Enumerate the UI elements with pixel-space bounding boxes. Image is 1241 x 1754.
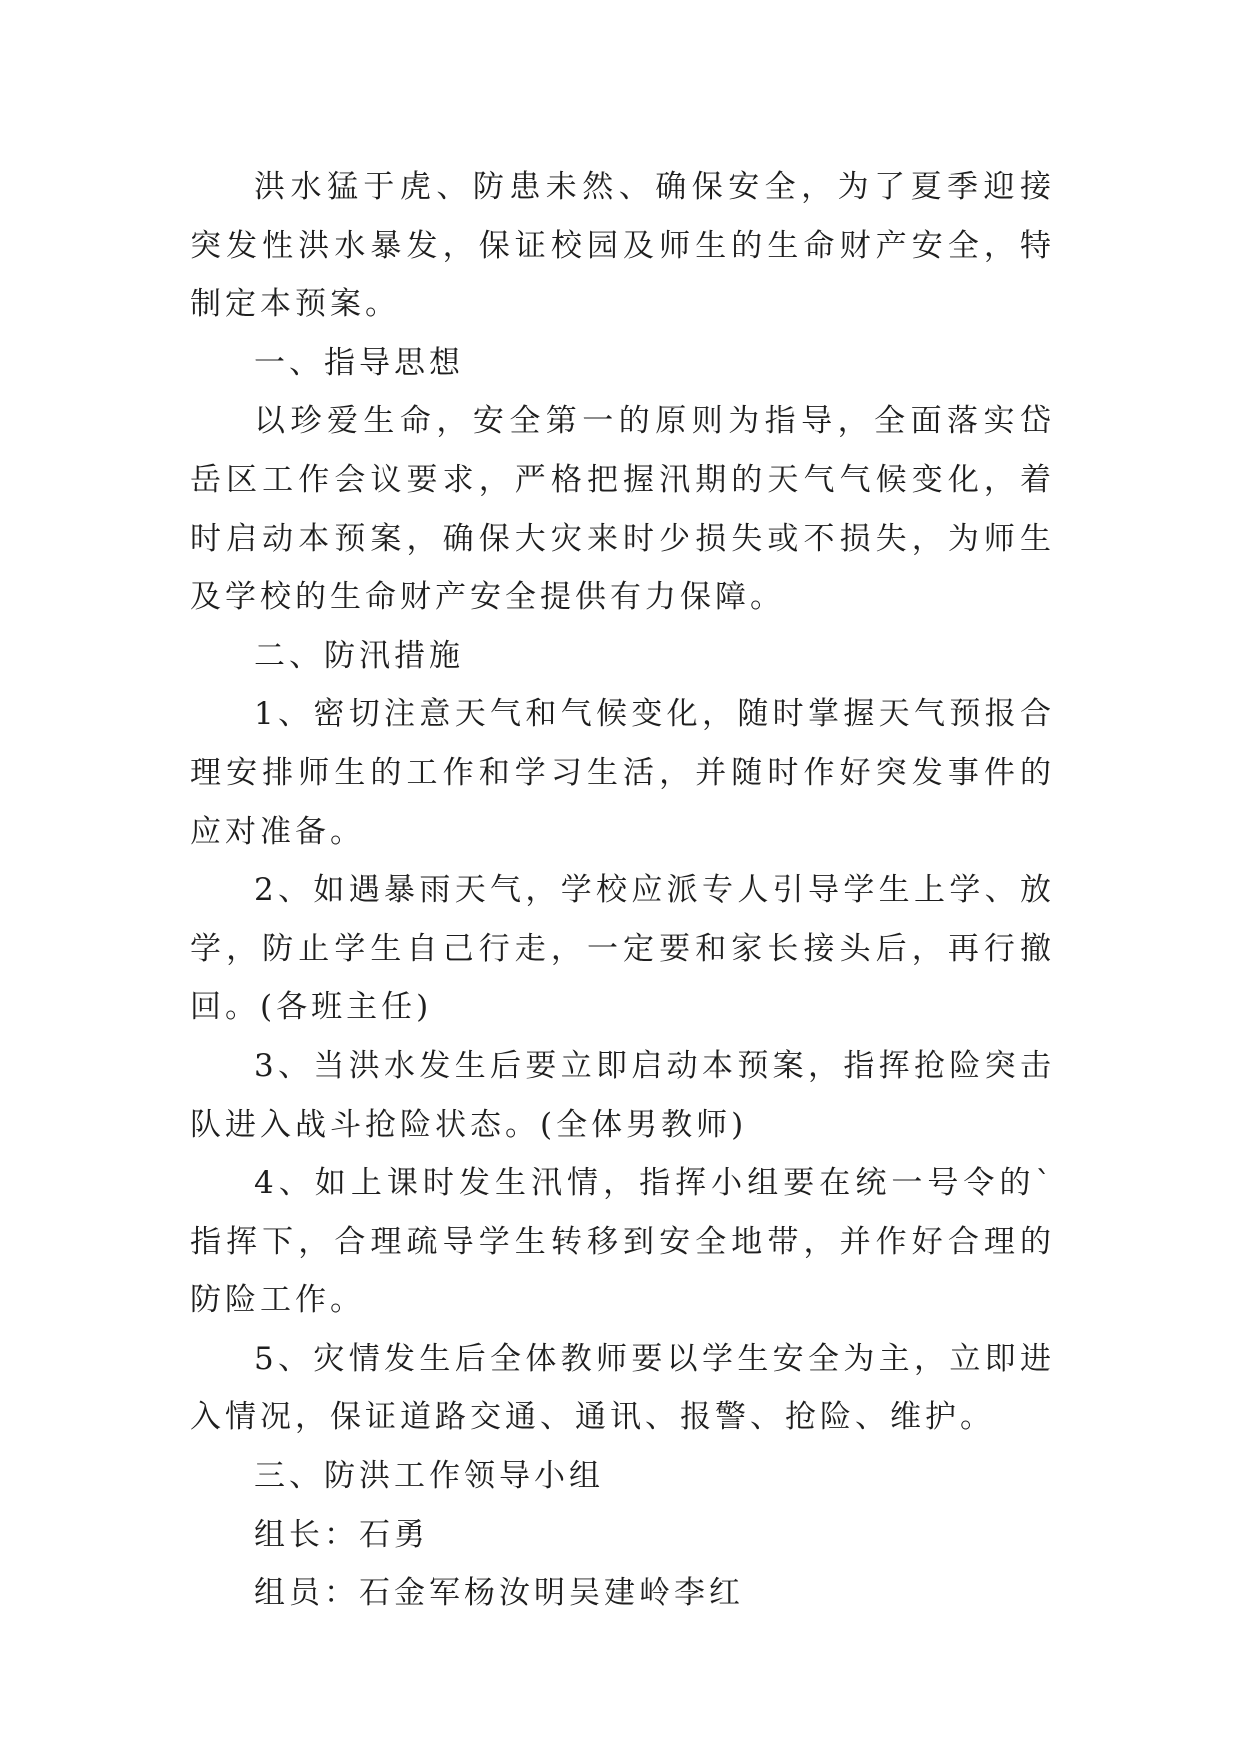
measure-item-2: 2、如遇暴雨天气，学校应派专人引导学生上学、放学，防止学生自己行走，一定要和家长接头后，再行撤回。(各班主任) xyxy=(190,872,1055,1026)
measure-item-4: 4、如上课时发生汛情，指挥小组要在统一号令的`指挥下，合理疏导学生转移到安全地带，并作好合理的防险工作。 xyxy=(190,1165,1055,1319)
section-heading-leadership-group: 三、防洪工作领导小组 xyxy=(254,1458,604,1495)
section-heading-guiding-thought: 一、指导思想 xyxy=(254,344,464,381)
section-heading-flood-measures: 二、防汛措施 xyxy=(254,637,464,674)
group-leader: 组长：石勇 xyxy=(254,1516,429,1553)
measure-item-3: 3、当洪水发生后要立即启动本预案，指挥抢险突击队进入战斗抢险状态。(全体男教师) xyxy=(190,1047,1055,1143)
measure-item-5: 5、灾情发生后全体教师要以学生安全为主，立即进入情况，保证道路交通、通讯、报警、抢险、维护。 xyxy=(190,1340,1055,1436)
intro-paragraph: 洪水猛于虎、防患未然、确保安全，为了夏季迎接突发性洪水暴发，保证校园及师生的生命财产安全，特制定本预案。 xyxy=(190,169,1055,323)
document-body xyxy=(190,158,1055,1623)
guiding-thought-paragraph: 以珍爱生命，安全第一的原则为指导，全面落实岱岳区工作会议要求，严格把握汛期的天气气候变化，着时启动本预案，确保大灾来时少损失或不损失，为师生及学校的生命财产安全提供有力保障。 xyxy=(190,403,1055,616)
group-members: 组员：石金军杨汝明吴建岭李红 xyxy=(254,1575,744,1612)
measure-item-1: 1、密切注意天气和气候变化，随时掌握天气预报合理安排师生的工作和学习生活，并随时作好突发事件的应对准备。 xyxy=(190,696,1055,850)
